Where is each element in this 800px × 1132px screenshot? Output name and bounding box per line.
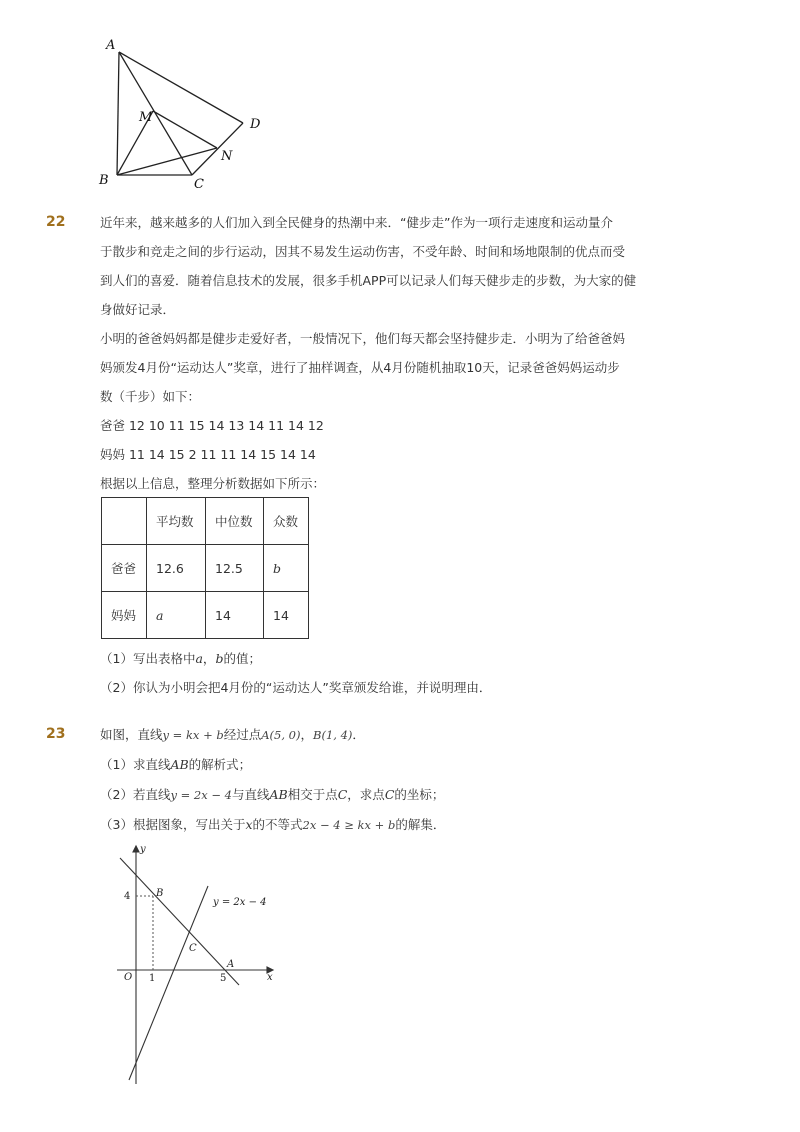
q23-stem-sep: ， [300, 727, 313, 742]
table-cell: 12.6 [147, 545, 206, 592]
q23-sub1 [100, 757, 251, 773]
table-row [102, 592, 309, 639]
q23-sub2-text-end: 的坐标； [394, 787, 445, 802]
q22-sub1 [100, 651, 261, 667]
q22-para1-line4: 身做好记录． [100, 302, 176, 317]
dad-data-line: 爸爸 12 10 11 15 14 13 14 11 14 12 [100, 418, 324, 433]
q22-para1-line3: 到人们的喜爱．随着信息技术的发展，很多手机APP可以记录人们每天健步走的步数，为大家的健 [100, 273, 637, 288]
segment-cd [192, 123, 243, 175]
table-header-cell: 平均数 [147, 498, 206, 545]
x-axis-label: x [267, 972, 273, 983]
q22-para1-line2: 于散步和竞走之间的步行运动，因其不易发生运动伤害，不受年龄、时间和场地限制的优点而受 [100, 244, 626, 259]
question-number-22: 22 [46, 214, 66, 230]
q23-sub2-text-mid2: 相交于点 [287, 787, 338, 802]
table-header-cell: 众数 [264, 498, 309, 545]
table-cell: 12.5 [206, 545, 264, 592]
line-ab [120, 858, 239, 985]
q23-stem-equation: y = kx + b [162, 728, 224, 742]
table-cell: b [264, 545, 309, 592]
q22-para2-line2: 妈颁发4月份“运动达人”奖章，进行了抽样调查，从4月份随机抽取10天，记录爸爸妈妈运动步 [100, 360, 620, 375]
label-c: C [194, 177, 204, 192]
q23-stem-text: 如图，直线 [100, 727, 163, 742]
table-cell: 爸爸 [102, 545, 147, 592]
q23-stem-text-mid: 经过点 [223, 727, 262, 742]
q23-point-a: A(5, 0) [261, 728, 301, 742]
q23-sub3-text: （3）根据图象，写出关于 [100, 817, 246, 832]
table-header-cell [102, 498, 147, 545]
table-cell: a [147, 592, 206, 639]
q23-sub2-text-mid: 与直线 [231, 787, 270, 802]
label-n: N [221, 149, 233, 164]
label-m: M [139, 110, 153, 125]
q22-sub1-var-a: a [195, 651, 203, 666]
line-equation-label: y = 2x − 4 [213, 897, 267, 908]
q23-sub1-text-end: 的解析式； [188, 757, 252, 772]
y-axis-label: y [140, 844, 146, 855]
y-axis-arrow-icon [133, 846, 139, 852]
q23-sub2-var-c2: C [384, 787, 395, 802]
q22-para2-line3: 数（千步）如下： [100, 389, 201, 404]
q22-sub1-text: （1）写出表格中 [100, 651, 196, 666]
stats-table [101, 497, 309, 639]
table-intro: 根据以上信息，整理分析数据如下所示： [100, 476, 326, 491]
q22-para1-line1: 近年来，越来越多的人们加入到全民健身的热潮中来．“健步走”作为一项行走速度和运动量介 [100, 215, 613, 230]
q23-sub3-var: x [245, 817, 253, 832]
coordinate-graph [105, 838, 290, 1088]
origin-label: O [124, 972, 133, 983]
tick-label-1: 1 [149, 973, 156, 984]
q23-stem [100, 727, 365, 743]
q23-sub2-equation: y = 2x − 4 [170, 788, 232, 802]
q23-sub2-var-ab: AB [269, 787, 288, 802]
q22-sub1-comma: ， [202, 651, 216, 666]
mom-data-line: 妈妈 11 14 15 2 11 11 14 15 14 14 [100, 447, 316, 462]
table-row [102, 545, 309, 592]
tick-label-5: 5 [220, 973, 227, 984]
table-header-cell: 中位数 [206, 498, 264, 545]
q23-point-b: B(1, 4) [313, 728, 353, 742]
q23-stem-end: ． [352, 727, 365, 742]
table-cell: 14 [206, 592, 264, 639]
q23-sub3-text-mid: 的不等式 [252, 817, 303, 832]
q23-sub1-text: （1）求直线 [100, 757, 171, 772]
segment-mn [153, 111, 217, 148]
segment-ad [119, 52, 243, 123]
line-y-2x-4 [129, 886, 208, 1080]
segment-ab [117, 52, 119, 175]
tick-label-4: 4 [124, 891, 131, 902]
q23-sub3-inequality: 2x − 4 ≥ kx + b [302, 818, 396, 832]
q23-sub2-var-c: C [337, 787, 348, 802]
label-b: B [99, 173, 109, 188]
label-d: D [250, 117, 261, 132]
point-c-label: C [189, 943, 197, 954]
q23-sub3 [100, 817, 445, 833]
point-a-label: A [227, 959, 235, 970]
q23-sub2-text: （2）若直线 [100, 787, 171, 802]
table-header-row [102, 498, 309, 545]
q23-sub3-text-end: 的解集． [395, 817, 446, 832]
segment-bn [117, 148, 217, 175]
q22-sub1-var-b: b [215, 651, 224, 666]
point-b-label: B [156, 888, 164, 899]
question-number-23: 23 [46, 726, 66, 742]
table-cell: 妈妈 [102, 592, 147, 639]
geometry-figure [90, 30, 280, 200]
q22-sub1-text-end: 的值； [223, 651, 261, 666]
table-cell: 14 [264, 592, 309, 639]
label-a: A [106, 38, 116, 53]
q22-para2-line1: 小明的爸爸妈妈都是健步走爱好者，一般情况下，他们每天都会坚持健步走．小明为了给爸爸妈 [100, 331, 626, 346]
q22-sub2: （2）你认为小明会把4月份的“运动达人”奖章颁发给谁，并说明理由． [100, 680, 492, 695]
q23-sub2 [100, 787, 444, 803]
q23-sub2-text-mid3: ，求点 [347, 787, 385, 802]
segment-ac [119, 52, 192, 175]
q23-sub1-var: AB [170, 757, 189, 772]
